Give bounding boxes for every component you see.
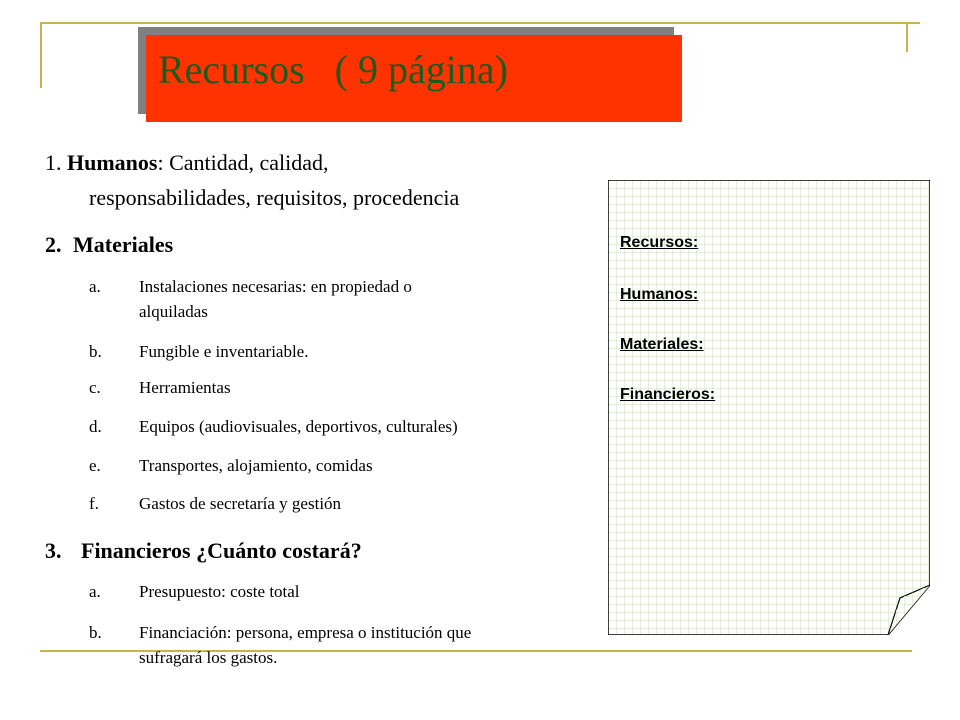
subitem-marker: b. [89, 623, 102, 642]
subitem-marker: e. [89, 456, 101, 475]
subitem-text: Fungible e inventariable. [139, 342, 309, 361]
subitem-text-continuation: sufragará los gastos. [139, 648, 278, 667]
subitem-text: Financiación: persona, empresa o institución que [139, 623, 472, 642]
subitem-text: Instalaciones necesarias: en propiedad o [139, 277, 412, 296]
subitem-text-continuation: alquiladas [139, 302, 208, 321]
subitem-marker: d. [89, 417, 102, 436]
item-humanos-continuation: responsabilidades, requisitos, procedencia [89, 185, 460, 210]
frame-right-line [906, 22, 908, 52]
notepad-label-materiales: Materiales: [620, 336, 704, 353]
item-label: Humanos [67, 150, 158, 175]
subitem-text: Equipos (audiovisuales, deportivos, culturales) [139, 417, 458, 436]
subitem-marker: c. [89, 378, 101, 397]
item-label: Financieros ¿Cuánto costará? [81, 538, 362, 563]
subitem-text: Transportes, alojamiento, comidas [139, 456, 373, 475]
item-humanos [45, 150, 329, 176]
notepad-label-recursos: Recursos: [620, 234, 699, 251]
item-number: 2. [45, 232, 62, 257]
subitem-marker: b. [89, 342, 102, 361]
notepad-label-financieros: Financieros: [620, 386, 716, 403]
item-materiales [45, 232, 173, 258]
subitem-marker: f. [89, 494, 99, 513]
item-label: Materiales [73, 232, 174, 257]
item-text: : Cantidad, calidad, [157, 150, 329, 175]
notepad-label-humanos: Humanos: [620, 286, 699, 303]
item-financieros [45, 538, 362, 564]
item-number: 3. [45, 538, 62, 563]
subitem-text: Gastos de secretaría y gestión [139, 494, 342, 513]
subitem-marker: a. [89, 582, 101, 601]
slide-title: Recursos ( 9 página) [158, 47, 508, 92]
frame-top-line [40, 22, 920, 24]
subitem-marker: a. [89, 277, 101, 296]
subitem-text: Herramientas [139, 378, 231, 397]
subitem-text: Presupuesto: coste total [139, 582, 300, 601]
item-number: 1. [45, 150, 62, 175]
frame-left-line [40, 22, 42, 88]
